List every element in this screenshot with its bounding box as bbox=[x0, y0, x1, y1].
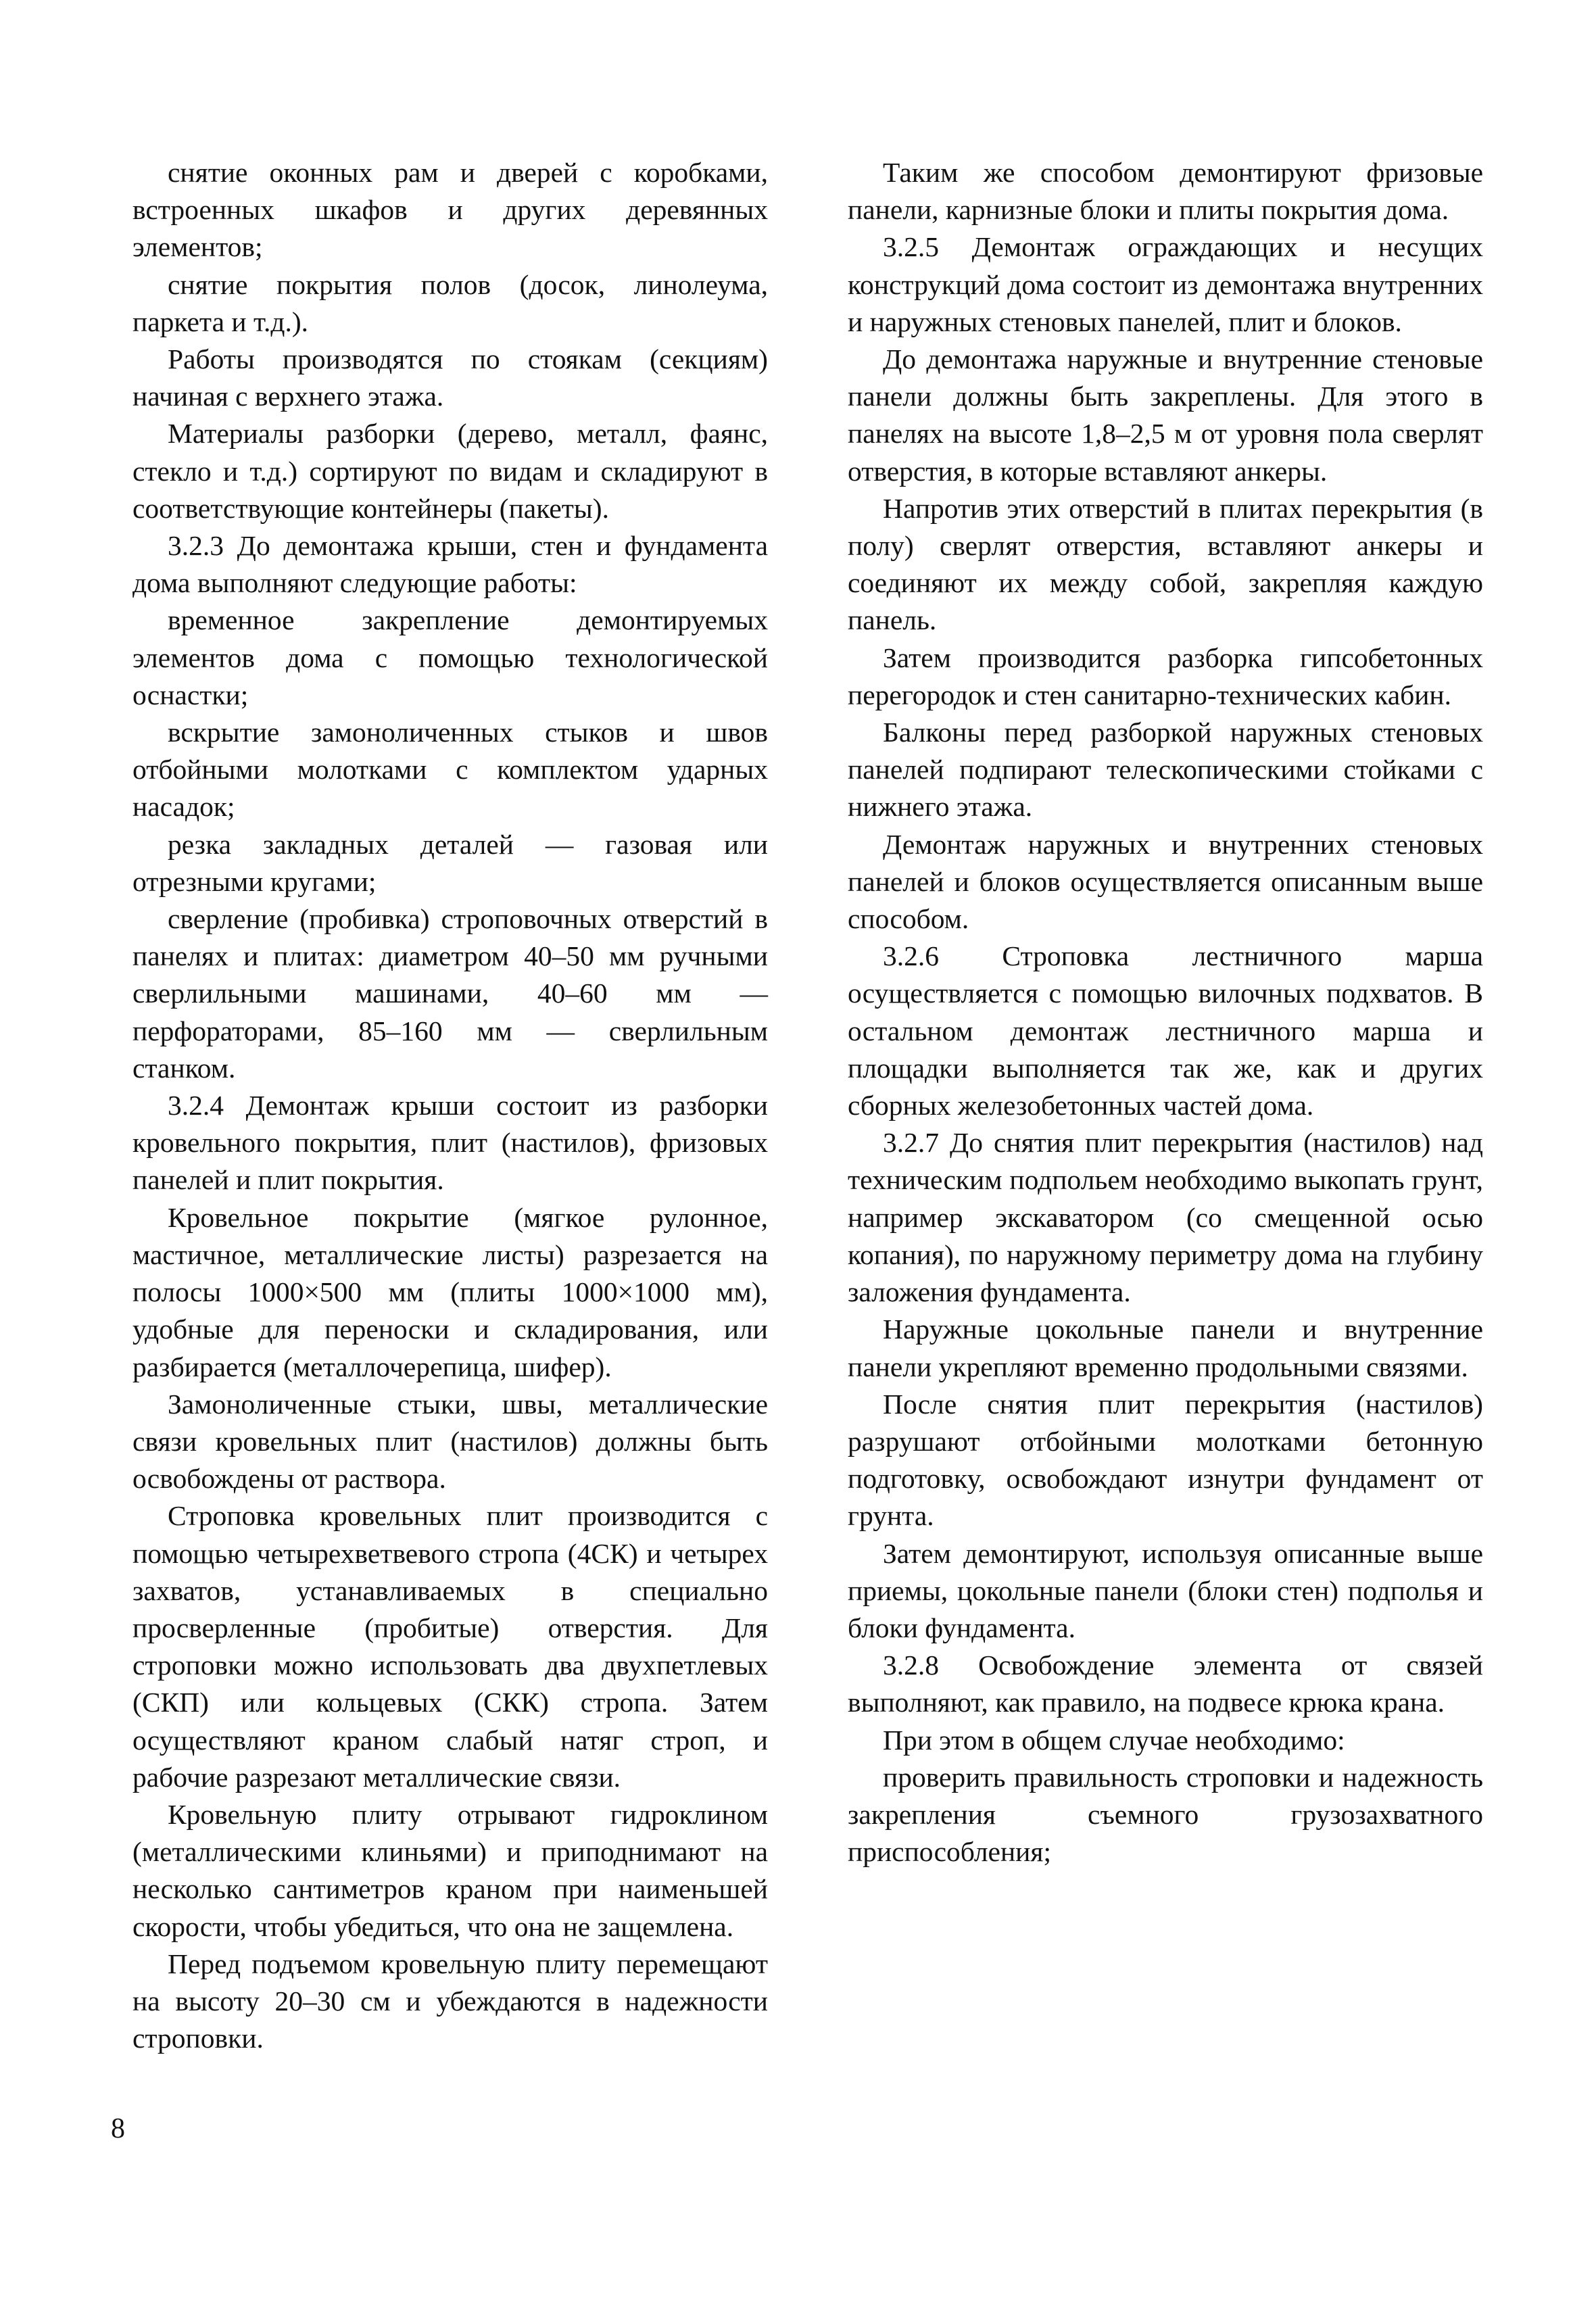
paragraph: 3.2.3 До демонтажа крыши, стен и фундамента дома выполняют следующие работы: bbox=[132, 530, 768, 599]
paragraph: Кровельное покрытие (мягкое рулонное, мастичное, металлические листы) разрезается на полосы 1000×500 мм (плиты 1000×1000 мм), удобные для переноски и складирования, или разбирается (металлочерепица, шифер). bbox=[132, 1201, 768, 1382]
right-text-column bbox=[848, 154, 1483, 1871]
paragraph: После снятия плит перекрытия (настилов) разрушают отбойными молотками бетонную подготовку, освобождают изнутри фундамент от грунта. bbox=[848, 1388, 1483, 1532]
paragraph: Замоноличенные стыки, швы, металлические связи кровельных плит (настилов) должны быть освобождены от раствора. bbox=[132, 1388, 768, 1495]
paragraph: вскрытие замоноличенных стыков и швов отбойными молотками с комплектом ударных насадок; bbox=[132, 717, 768, 823]
paragraph: Затем демонтируют, используя описанные выше приемы, цокольные панели (блоки стен) подполья и блоки фундамента. bbox=[848, 1537, 1483, 1643]
paragraph: резка закладных деталей — газовая или отрезными кругами; bbox=[132, 828, 768, 897]
paragraph: снятие покрытия полов (досок, линолеума, паркета и т.д.). bbox=[132, 268, 768, 337]
page-number: 8 bbox=[111, 2113, 125, 2144]
paragraph: Кровельную плиту отрывают гидроклином (металлическими клиньями) и приподнимают на несколько сантиметров краном при наименьшей скорости, чтобы убедиться, что она не защемлена. bbox=[132, 1798, 768, 1942]
paragraph: Строповка кровельных плит производится с помощью четырехветвевого стропа (4СК) и четырех захватов, устанавливаемых в специально просверленные (пробитые) отверстия. Для строповки можно использовать два двухпетлевых (СКП) или кольцевых (СКК) стропа. Затем осуществляют краном слабый натяг строп, и рабочие разрезают металлические связи. bbox=[132, 1500, 768, 1793]
paragraph: 3.2.4 Демонтаж крыши состоит из разборки кровельного покрытия, плит (настилов), фризовых панелей и плит покрытия. bbox=[132, 1090, 768, 1196]
paragraph: снятие оконных рам и дверей с коробками, встроенных шкафов и других деревянных элементов; bbox=[132, 157, 768, 263]
paragraph: Напротив этих отверстий в плитах перекрытия (в полу) сверлят отверстия, вставляют анкеры и соединяют их между собой, закрепляя каждую панель. bbox=[848, 492, 1483, 636]
paragraph: 3.2.7 До снятия плит перекрытия (настилов) над техническим подпольем необходимо выкопать грунт, например экскаватором (со смещенной осью копания), по наружному периметру дома на глубину заложения фундамента. bbox=[848, 1127, 1483, 1308]
paragraph: Материалы разборки (дерево, металл, фаянс, стекло и т.д.) сортируют по видам и складируют в соответствующие контейнеры (пакеты). bbox=[132, 418, 768, 524]
paragraph: Таким же способом демонтируют фризовые панели, карнизные блоки и плиты покрытия дома. bbox=[848, 157, 1483, 226]
paragraph: Затем производится разборка гипсобетонных перегородок и стен санитарно-технических кабин. bbox=[848, 642, 1483, 710]
paragraph: 3.2.5 Демонтаж ограждающих и несущих конструкций дома состоит из демонтажа внутренних и наружных стеновых панелей, плит и блоков. bbox=[848, 231, 1483, 337]
paragraph: сверление (пробивка) строповочных отверстий в панелях и плитах: диаметром 40–50 мм ручными сверлильными машинами, 40–60 мм — перфораторами, 85–160 мм — сверлильным станком. bbox=[132, 903, 768, 1084]
paragraph: временное закрепление демонтируемых элементов дома с помощью технологической оснастки; bbox=[132, 604, 768, 710]
paragraph: Работы производятся по стоякам (секциям) начиная с верхнего этажа. bbox=[132, 343, 768, 412]
paragraph: Балконы перед разборкой наружных стеновых панелей подпирают телескопическими стойками с нижнего этажа. bbox=[848, 717, 1483, 823]
paragraph: Наружные цокольные панели и внутренние панели укрепляют временно продольными связями. bbox=[848, 1313, 1483, 1382]
paragraph: До демонтажа наружные и внутренние стеновые панели должны быть закреплены. Для этого в панелях на высоте 1,8–2,5 м от уровня пола сверлят отверстия, в которые вставляют анкеры. bbox=[848, 343, 1483, 487]
paragraph: Перед подъемом кровельную плиту перемещают на высоту 20–30 см и убеждаются в надежности строповки. bbox=[132, 1948, 768, 2054]
paragraph: При этом в общем случае необходимо: bbox=[883, 1724, 1345, 1756]
paragraph: 3.2.8 Освобождение элемента от связей выполняют, как правило, на подвесе крюка крана. bbox=[848, 1649, 1483, 1718]
paragraph: проверить правильность строповки и надежность закрепления съемного грузозахватного приспособления; bbox=[848, 1761, 1483, 1868]
paragraph: 3.2.6 Строповка лестничного марша осуществляется с помощью вилочных подхватов. В остальном демонтаж лестничного марша и площадки выполняется так же, как и других сборных железобетонных частей дома. bbox=[848, 940, 1483, 1121]
paragraph: Демонтаж наружных и внутренних стеновых панелей и блоков осуществляется описанным выше способом. bbox=[848, 828, 1483, 935]
left-text-column bbox=[132, 154, 768, 2057]
